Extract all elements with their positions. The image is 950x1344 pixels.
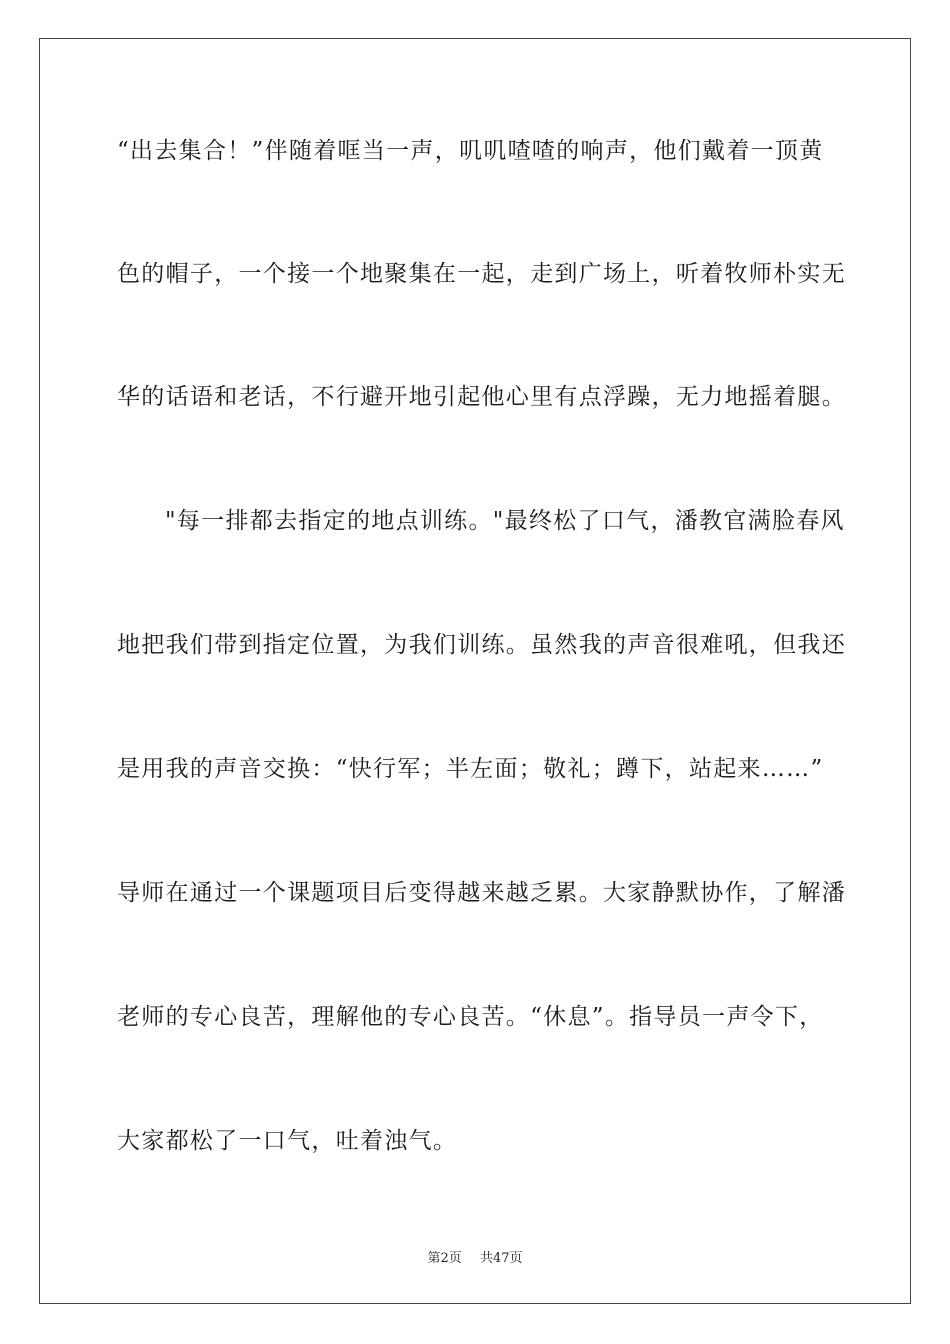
text-line-2: 色的帽子，一个接一个地聚集在一起，走到广场上，听着牧师朴实无 <box>117 261 846 287</box>
page-number: 第2页 <box>427 1251 462 1266</box>
text-line-4: "每一排都去指定的地点训练。"最终松了口气，潘教官满脸春风 <box>165 508 845 534</box>
page-border <box>39 38 911 1304</box>
text-line-5: 地把我们带到指定位置，为我们训练。虽然我的声音很难吼，但我还 <box>117 632 846 658</box>
text-line-1: “出去集合！”伴随着哐当一声，叽叽喳喳的响声，他们戴着一顶黄 <box>117 138 824 164</box>
text-line-3: 华的话语和老话，不行避开地引起他心里有点浮躁，无力地摇着腿。 <box>117 384 846 410</box>
text-line-8: 老师的专心良苦，理解他的专心良苦。“休息”。指导员一声令下， <box>117 1004 824 1030</box>
page-footer <box>0 1247 950 1266</box>
text-line-6: 是用我的声音交换：“快行军；半左面；敬礼；蹲下，站起来……” <box>117 756 824 782</box>
text-line-9: 大家都松了一口气，吐着浊气。 <box>117 1128 458 1154</box>
total-pages: 共47页 <box>479 1251 523 1266</box>
text-line-7: 导师在通过一个课题项目后变得越来越乏累。大家静默协作，了解潘 <box>117 880 846 906</box>
